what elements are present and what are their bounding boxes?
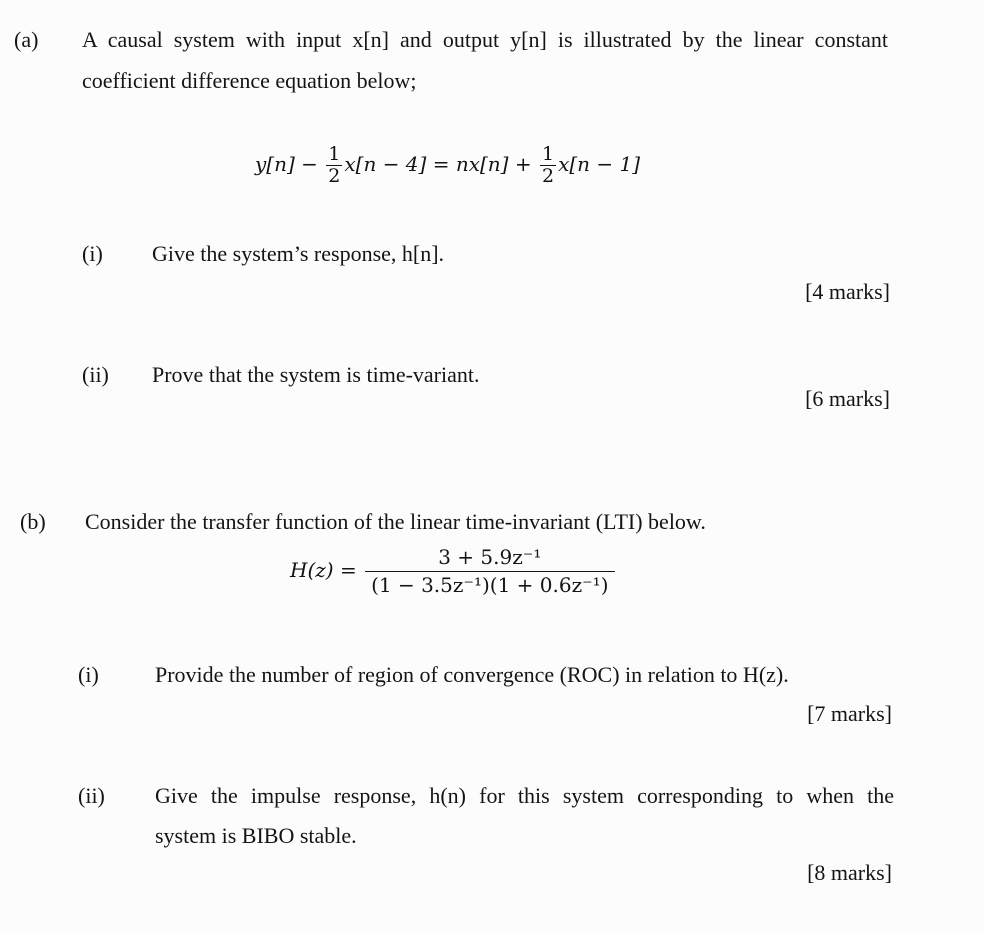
part-a-item-i-text: Give the system’s response, h[n]. [152,241,445,266]
part-b-item-ii-text-line2: system is BIBO stable. [155,823,357,848]
eq-plus: + [508,151,538,176]
part-b-label: (b) [20,509,46,534]
part-b-item-i-label: (i) [78,662,99,687]
tf-numerator: 3 + 5.9z⁻¹ [438,545,542,569]
part-a-item-i-label: (i) [82,241,103,266]
eq-equals: = [426,151,456,176]
part-a-intro-line2: coefficient difference equation below; [82,68,417,93]
part-b-item-ii-label: (ii) [78,783,105,808]
part-a-item-ii-text: Prove that the system is time-variant. [152,362,480,387]
part-a-item-ii-marks: [6 marks] [805,386,890,411]
part-a-item-i-marks: [4 marks] [805,279,890,304]
part-b-intro: Consider the transfer function of the linear time-invariant (LTI) below. [85,509,706,534]
part-b-item-ii-text-line1: Give the impulse response, h(n) for this system corresponding to when the [155,783,894,808]
tf-denominator: (1 − 3.5z⁻¹)(1 + 0.6z⁻¹) [365,571,614,599]
part-a-intro-line1: A causal system with input x[n] and output y[n] is illustrated by the linear constant [82,27,888,52]
tf-fraction [365,544,614,599]
eq-term-y: y[n] [255,151,295,176]
part-b-item-i-marks: [7 marks] [807,701,892,726]
part-a-difference-equation [255,144,640,187]
eq-minus: − [294,151,325,176]
eq-fraction2-den: 2 [541,164,555,187]
eq-fraction2-num: 1 [541,143,555,165]
eq-fraction-half-1 [326,144,342,187]
part-b-item-i-text: Provide the number of region of convergence (ROC) in relation to H(z). [155,662,789,687]
eq-fraction-num: 1 [328,143,341,165]
part-a-label: (a) [14,27,39,52]
eq-fraction-half-2 [540,144,556,187]
part-a-item-ii-label: (ii) [82,362,109,387]
eq-term-x-n-1: x[n − 1] [558,151,641,176]
part-b-transfer-function [290,544,617,599]
eq-fraction-den: 2 [328,164,341,187]
part-b-item-ii-marks: [8 marks] [807,860,892,885]
eq-term-nx: nx[n] [455,151,509,176]
eq-term-x-n-4: x[n − 4] [344,151,427,176]
tf-lhs: H(z) = [290,558,357,582]
